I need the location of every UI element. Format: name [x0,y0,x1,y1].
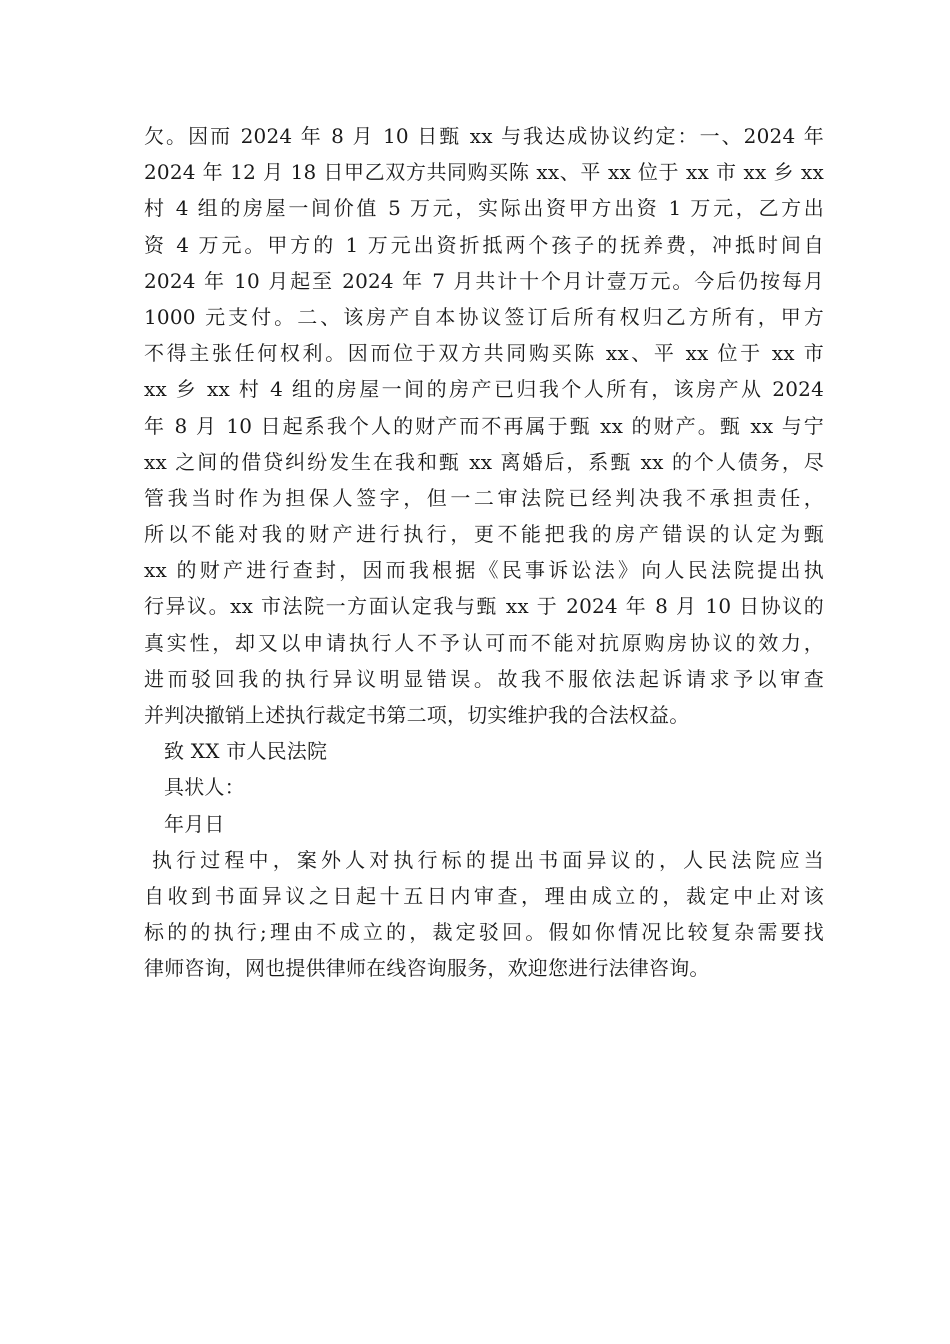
text-line: 律师咨询，网也提供律师在线咨询服务，欢迎您进行法律咨询。 [144,956,710,981]
document-body [144,118,824,987]
text-line: 进而驳回我的执行异议明显错误。故我不服依法起诉请求予以审查 [144,666,824,691]
signer-line: 具状人： [164,775,245,800]
text-line: 自收到书面异议之日起十五日内审查，理由成立的，裁定中止对该 [144,883,824,908]
text-line: 标的的执行;理由不成立的，裁定驳回。假如你情况比较复杂需要找 [144,920,824,945]
text-line: xx 乡 xx 村 4 组的房屋一间的房产已归我个人所有，该房产从 2024 [144,377,824,402]
text-line: 年 8 月 10 日起系我个人的财产而不再属于甄 xx 的财产。甄 xx 与宁 [144,413,824,438]
text-line: 并判决撤销上述执行裁定书第二项，切实维护我的合法权益。 [144,703,690,727]
text-line: xx 的财产进行查封，因而我根据《民事诉讼法》向人民法院提出执 [144,558,824,583]
text-line: 欠。因而 2024 年 8 月 10 日甄 xx 与我达成协议约定：一、2024 年 [144,124,824,148]
text-line: 不得主张任何权利。因而位于双方共同购买陈 xx、平 xx 位于 xx 市 [144,341,824,366]
date-line: 年月日 [164,811,225,836]
text-line: 执行过程中，案外人对执行标的提出书面异议的，人民法院应当 [152,847,824,872]
text-line: 真实性，却又以申请执行人不予认可而不能对抗原购房协议的效力， [144,630,824,655]
text-line: 1000 元支付。二、该房产自本协议签订后所有权归乙方所有，甲方 [144,304,824,329]
text-line: 所以不能对我的财产进行执行，更不能把我的房产错误的认定为甄 [144,522,824,547]
text-line: 管我当时作为担保人签字，但一二审法院已经判决我不承担责任， [144,485,824,510]
text-line: xx 之间的借贷纠纷发生在我和甄 xx 离婚后，系甄 xx 的个人债务，尽 [144,449,824,474]
text-line: 2024 年 12 月 18 日甲乙双方共同购买陈 xx、平 xx 位于 xx 市 xx 乡 xx [144,160,824,185]
text-line: 行异议。xx 市法院一方面认定我与甄 xx 于 2024 年 8 月 10 日协议的 [144,594,824,619]
paragraph-legal-note [144,842,824,987]
paragraph-appeal-body [144,118,824,733]
addressee-line: 致 XX 市人民法院 [164,739,328,764]
text-line: 资 4 万元。甲方的 1 万元出资折抵两个孩子的抚养费，冲抵时间自 [144,232,824,257]
text-line: 村 4 组的房屋一间价值 5 万元，实际出资甲方出资 1 万元，乙方出 [144,196,824,221]
text-line: 2024 年 10 月起至 2024 年 7 月共计十个月计壹万元。今后仍按每月 [144,268,824,293]
